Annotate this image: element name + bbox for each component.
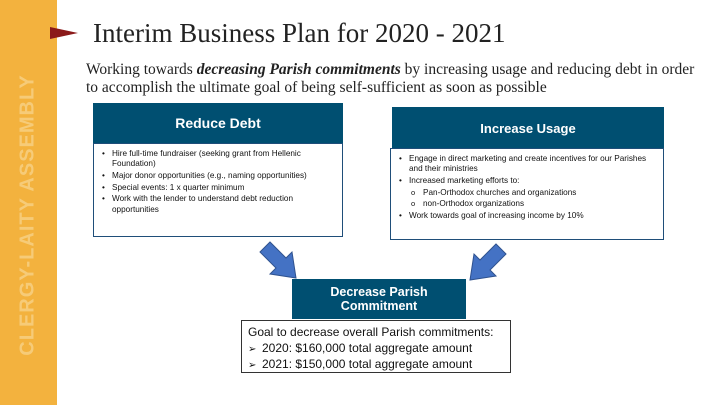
subtitle-before: Working towards <box>86 61 197 78</box>
sidebar-band <box>0 0 57 405</box>
page-title: Interim Business Plan for 2020 - 2021 <box>93 18 506 48</box>
reduce-debt-list <box>93 143 343 237</box>
arrowhead-bullet-icon: ➢ <box>248 343 257 355</box>
decrease-commitment-header <box>292 279 466 319</box>
list-item: • Work with the lender to understand debt reduction opportunities <box>112 194 336 214</box>
goal-line-text: 2020: $160,000 total aggregate amount <box>262 340 473 355</box>
goal-line-2021 <box>248 357 510 374</box>
goal-box <box>241 320 511 373</box>
goal-intro: Goal to decrease overall Parish commitments: <box>248 325 494 339</box>
list-item: • Special events: 1 x quarter minimum <box>112 183 336 193</box>
list-item: • Increased marketing efforts to: <box>409 176 657 186</box>
flag-arrow-icon <box>50 27 78 39</box>
list-item: • Work towards goal of increasing income by 10% <box>409 211 657 221</box>
down-left-arrow-icon <box>464 242 508 284</box>
decrease-commitment-label: Decrease Parish Commitment <box>330 285 428 313</box>
reduce-debt-header <box>93 103 343 143</box>
list-item: • Hire full-time fundraiser (seeking grant from Hellenic Foundation) <box>112 149 336 169</box>
down-right-arrow-icon <box>258 240 304 282</box>
increase-usage-list <box>390 148 664 240</box>
page-subtitle <box>86 61 701 97</box>
list-item: • Engage in direct marketing and create incentives for our Parishes and their ministries <box>409 154 657 174</box>
sidebar-vertical-text: CLERGY-LAITY ASSEMBLY <box>16 74 39 356</box>
sub-list-item: o non-Orthodox organizations <box>423 199 657 209</box>
goal-line-2020 <box>248 341 510 358</box>
arrowhead-bullet-icon: ➢ <box>248 360 257 371</box>
list-item: • Major donor opportunities (e.g., naming opportunities) <box>112 171 336 181</box>
subtitle-emphasis: decreasing Parish commitments <box>196 61 401 78</box>
sub-list-item: o Pan-Orthodox churches and organizations <box>423 188 657 198</box>
goal-line-text: 2021: $150,000 total aggregate amount <box>262 357 473 371</box>
increase-usage-header <box>392 107 664 149</box>
subtitle-after: by increasing usage and reducing debt in order to accomplish the ultimate goal of being self-sufficient as soon as possible <box>86 61 695 96</box>
reduce-debt-label: Reduce Debt <box>175 115 261 131</box>
increase-usage-label: Increase Usage <box>480 120 576 136</box>
